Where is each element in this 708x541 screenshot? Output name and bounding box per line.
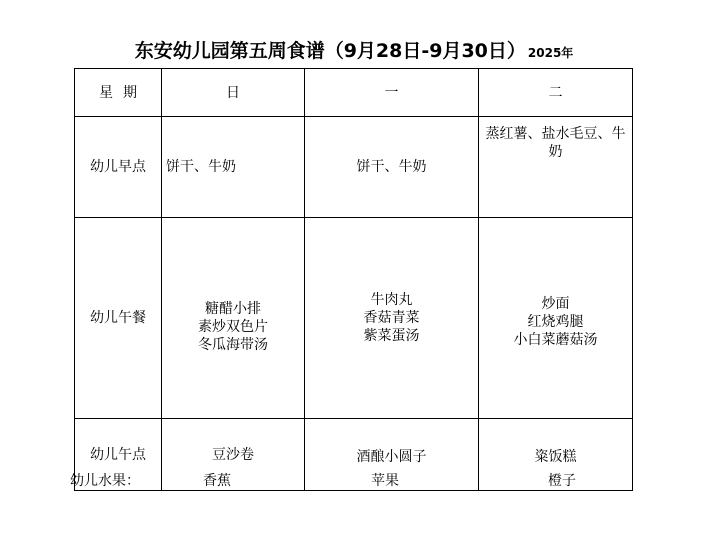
day-header-monday: 一: [305, 69, 479, 117]
menu-item: 饼干、牛奶: [356, 159, 427, 175]
lunch-cell-sunday: [162, 218, 305, 419]
breakfast-label: 幼儿早点: [75, 117, 162, 218]
fruit-label: 幼儿水果：: [70, 473, 140, 489]
snack-label: 幼儿午点: [75, 419, 162, 491]
day-header-sunday: 日: [162, 69, 305, 117]
weekday-header-label: 星期: [75, 69, 162, 117]
fruit-row: [0, 470, 708, 490]
menu-item: 饼干、牛奶: [166, 159, 236, 175]
title-year: 2025年: [527, 46, 574, 60]
menu-item: 小白菜蘑菇汤: [513, 332, 598, 348]
menu-item: 香菇青菜: [363, 310, 420, 326]
menu-item: 奶: [548, 144, 563, 160]
title-main: 东安幼儿园第五周食谱（9月28日-9月30日）: [134, 40, 526, 62]
lunch-label: 幼儿午餐: [75, 218, 162, 419]
menu-item: 炒面: [541, 296, 570, 312]
lunch-cell-tuesday: [479, 218, 633, 419]
menu-title: [0, 36, 708, 63]
day-header-tuesday: 二: [479, 69, 633, 117]
fruit-item-monday: 苹果: [371, 473, 399, 489]
menu-item: 冬瓜海带汤: [198, 337, 268, 353]
fruit-item-sunday: 香蕉: [203, 473, 231, 489]
breakfast-cell-tuesday: [479, 117, 633, 218]
breakfast-row: [75, 117, 633, 218]
menu-item: 蒸红薯、盐水毛豆、牛: [485, 126, 626, 142]
menu-item: 糖醋小排: [205, 301, 261, 317]
table-header-row: [75, 69, 633, 117]
menu-item: 素炒双色片: [198, 319, 268, 335]
menu-item: 紫菜蛋汤: [363, 328, 420, 344]
menu-item: 红烧鸡腿: [527, 314, 584, 330]
breakfast-cell-monday: [305, 117, 479, 218]
fruit-item-tuesday: 橙子: [548, 473, 576, 489]
menu-item: 酒酿小圆子: [356, 448, 427, 465]
lunch-cell-monday: [305, 218, 479, 419]
menu-item: 粢饭糕: [534, 448, 577, 465]
menu-item: 牛肉丸: [370, 292, 413, 308]
lunch-row: [75, 218, 633, 419]
breakfast-cell-sunday: [162, 117, 305, 218]
menu-item: 豆沙卷: [212, 446, 254, 463]
menu-table: [74, 68, 633, 491]
